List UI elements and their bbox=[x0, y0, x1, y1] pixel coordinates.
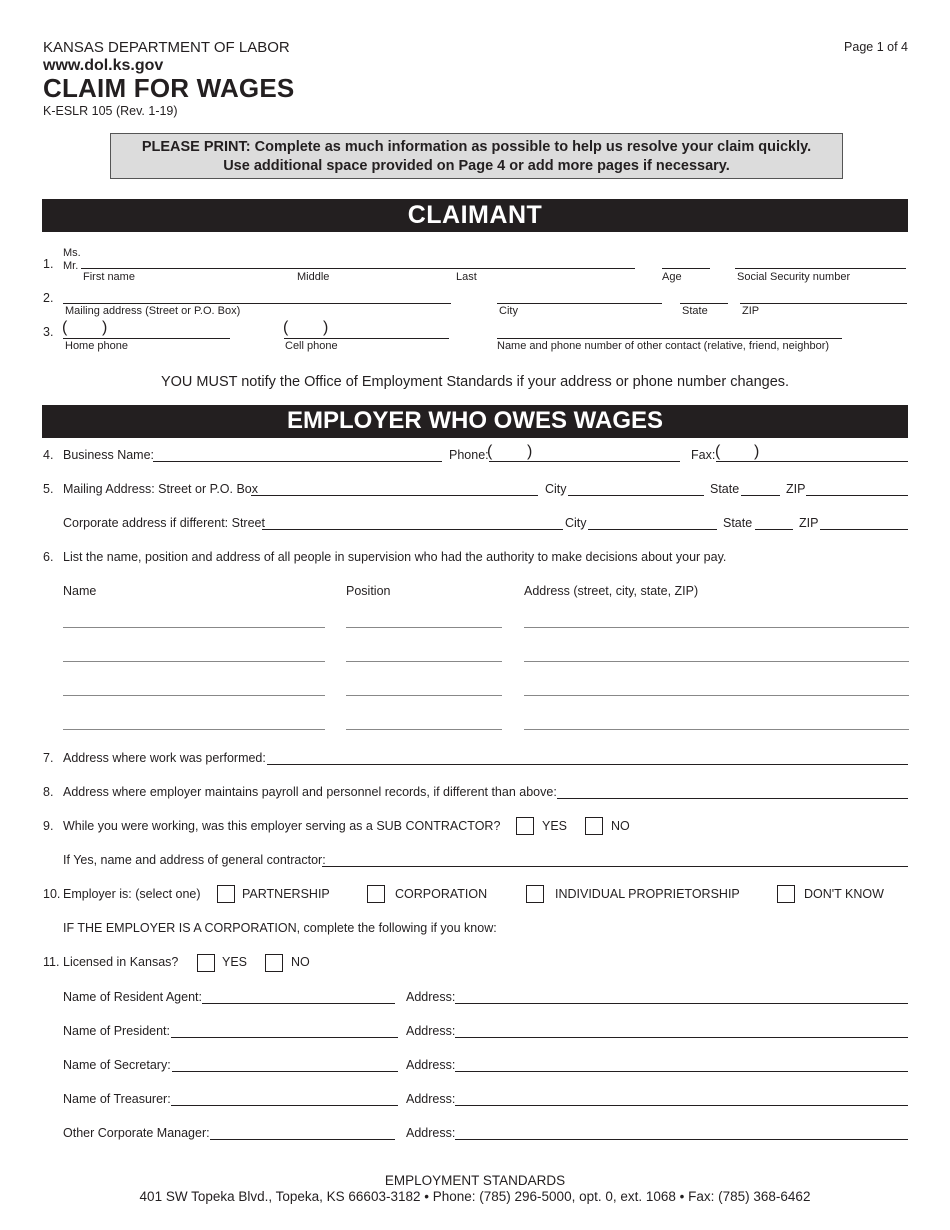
home-phone-field[interactable] bbox=[63, 338, 230, 339]
q11-number: 11. bbox=[43, 955, 60, 969]
corporation-note: IF THE EMPLOYER IS A CORPORATION, complete the following if you know: bbox=[63, 921, 497, 935]
employer-city-label: City bbox=[545, 482, 567, 496]
q10-text: Employer is: (select one) bbox=[63, 887, 201, 901]
secretary-address-field[interactable] bbox=[455, 1071, 908, 1072]
home-phone-close-paren: ) bbox=[102, 319, 108, 336]
q10-number: 10. bbox=[43, 887, 61, 901]
q7-number: 7. bbox=[43, 751, 54, 765]
q11-text: Licensed in Kansas? bbox=[63, 955, 179, 969]
q8-number: 8. bbox=[43, 785, 54, 799]
resident-agent-label: Name of Resident Agent: bbox=[63, 990, 202, 1004]
corporate-zip-field[interactable] bbox=[820, 529, 908, 530]
other-manager-label: Other Corporate Manager: bbox=[63, 1126, 210, 1140]
city-label: City bbox=[499, 305, 518, 317]
home-phone-open-paren: ( bbox=[62, 319, 68, 336]
president-field[interactable] bbox=[171, 1037, 398, 1038]
agency-name: KANSAS DEPARTMENT OF LABOR bbox=[43, 39, 290, 56]
mailing-address-label: Mailing address (Street or P.O. Box) bbox=[65, 305, 241, 317]
q9-number: 9. bbox=[43, 819, 54, 833]
president-label: Name of President: bbox=[63, 1024, 170, 1038]
employer-city-field[interactable] bbox=[568, 495, 704, 496]
zip-label: ZIP bbox=[742, 305, 760, 317]
corporate-city-label: City bbox=[565, 516, 587, 530]
corporate-state-label: State bbox=[723, 516, 753, 530]
age-field[interactable] bbox=[662, 268, 710, 269]
dont-know-label: DON'T KNOW bbox=[804, 887, 884, 901]
employer-heading: EMPLOYER WHO OWES WAGES bbox=[42, 405, 908, 438]
treasurer-label: Name of Treasurer: bbox=[63, 1092, 171, 1106]
corporate-state-field[interactable] bbox=[755, 529, 793, 530]
supervisor-name-header: Name bbox=[63, 584, 97, 598]
state-field[interactable] bbox=[680, 303, 728, 304]
employer-mailing-field[interactable] bbox=[251, 495, 538, 496]
last-name-label: Last bbox=[456, 271, 477, 283]
corporate-address-field[interactable] bbox=[262, 529, 563, 530]
corporation-label: CORPORATION bbox=[395, 887, 488, 901]
employer-state-field[interactable] bbox=[741, 495, 780, 496]
cell-phone-open-paren: ( bbox=[283, 319, 289, 336]
employer-state-label: State bbox=[710, 482, 740, 496]
age-label: Age bbox=[662, 271, 682, 283]
treasurer-address-field[interactable] bbox=[455, 1105, 908, 1106]
ms-label: Ms. bbox=[63, 247, 81, 259]
licensed-no-label: NO bbox=[291, 955, 310, 969]
corporation-checkbox[interactable] bbox=[367, 885, 385, 903]
supervisor-name-field-1[interactable] bbox=[63, 627, 325, 628]
other-manager-field[interactable] bbox=[210, 1139, 395, 1140]
sub-contractor-no-checkbox[interactable] bbox=[585, 817, 603, 835]
resident-agent-field[interactable] bbox=[202, 1003, 395, 1004]
supervisor-name-field-4[interactable] bbox=[63, 729, 325, 730]
supervisor-address-header: Address (street, city, state, ZIP) bbox=[524, 584, 699, 598]
other-contact-label: Name and phone number of other contact (relative, friend, neighbor) bbox=[497, 340, 830, 352]
state-label: State bbox=[682, 305, 708, 317]
zip-field[interactable] bbox=[740, 303, 907, 304]
supervisor-position-field-4[interactable] bbox=[346, 729, 502, 730]
licensed-yes-label: YES bbox=[222, 955, 248, 969]
licensed-yes-checkbox[interactable] bbox=[197, 954, 215, 972]
employer-phone-close-paren: ) bbox=[527, 443, 533, 460]
city-field[interactable] bbox=[497, 303, 662, 304]
secretary-address-label: Address: bbox=[406, 1058, 456, 1072]
partnership-checkbox[interactable] bbox=[217, 885, 235, 903]
secretary-label: Name of Secretary: bbox=[63, 1058, 171, 1072]
q2-number: 2. bbox=[43, 291, 54, 305]
employer-mailing-label: Mailing Address: Street or P.O. Box bbox=[63, 482, 259, 496]
home-phone-label: Home phone bbox=[65, 340, 128, 352]
sub-contractor-yes-label: YES bbox=[542, 819, 568, 833]
payroll-address-field[interactable] bbox=[557, 798, 908, 799]
q9-text: While you were working, was this employer serving as a SUB CONTRACTOR? bbox=[63, 819, 501, 833]
work-address-field[interactable] bbox=[267, 764, 908, 765]
name-field[interactable] bbox=[81, 268, 635, 269]
claimant-heading: CLAIMANT bbox=[42, 199, 908, 232]
general-contractor-field[interactable] bbox=[322, 866, 908, 867]
employer-phone-label: Phone: bbox=[449, 448, 489, 462]
supervisor-address-field-1[interactable] bbox=[524, 627, 909, 628]
employer-zip-label: ZIP bbox=[786, 482, 806, 496]
agency-url: www.dol.ks.gov bbox=[43, 57, 164, 74]
supervisor-address-field-2[interactable] bbox=[524, 661, 909, 662]
notice-line-1: PLEASE PRINT: Complete as much information as possible to help us resolve your claim quickly. bbox=[141, 139, 812, 155]
must-notify-text: YOU MUST notify the Office of Employment Standards if your address or phone number changes. bbox=[160, 374, 790, 390]
page-number: Page 1 of 4 bbox=[844, 40, 908, 54]
supervisor-position-header: Position bbox=[346, 584, 391, 598]
licensed-no-checkbox[interactable] bbox=[265, 954, 283, 972]
employer-fax-label: Fax: bbox=[691, 448, 716, 462]
employer-fax-close-paren: ) bbox=[754, 443, 760, 460]
treasurer-field[interactable] bbox=[171, 1105, 398, 1106]
corporate-address-label: Corporate address if different: Street bbox=[63, 516, 265, 530]
mr-label: Mr. bbox=[63, 260, 79, 272]
supervisor-name-field-3[interactable] bbox=[63, 695, 325, 696]
employer-phone-field[interactable] bbox=[489, 461, 680, 462]
cell-phone-close-paren: ) bbox=[323, 319, 329, 336]
resident-agent-address-label: Address: bbox=[406, 990, 456, 1004]
q3-number: 3. bbox=[43, 325, 54, 339]
print-notice bbox=[110, 133, 843, 179]
q6-text: List the name, position and address of all people in supervision who had the authority to make decisions about your pay. bbox=[63, 550, 727, 564]
supervisor-position-field-1[interactable] bbox=[346, 627, 502, 628]
corporate-city-field[interactable] bbox=[588, 529, 717, 530]
president-address-label: Address: bbox=[406, 1024, 456, 1038]
employer-fax-field[interactable] bbox=[716, 461, 908, 462]
sub-contractor-no-label: NO bbox=[611, 819, 630, 833]
q1-number: 1. bbox=[43, 257, 54, 271]
supervisor-name-field-2[interactable] bbox=[63, 661, 325, 662]
president-address-field[interactable] bbox=[455, 1037, 908, 1038]
business-name-field[interactable] bbox=[153, 461, 442, 462]
mailing-address-field[interactable] bbox=[63, 303, 451, 304]
employer-phone-open-paren: ( bbox=[487, 443, 493, 460]
supervisor-address-field-4[interactable] bbox=[524, 729, 909, 730]
ssn-field[interactable] bbox=[735, 268, 906, 269]
first-name-label: First name bbox=[83, 271, 135, 283]
footer-contact: 401 SW Topeka Blvd., Topeka, KS 66603-3182 • Phone: (785) 296-5000, opt. 0, ext. 1068 • Fax: (785) 368-6462 bbox=[139, 1189, 811, 1204]
middle-name-label: Middle bbox=[297, 271, 330, 283]
notice-line-2: Use additional space provided on Page 4 or add more pages if necessary. bbox=[223, 158, 730, 174]
cell-phone-label: Cell phone bbox=[285, 340, 338, 352]
cell-phone-field[interactable] bbox=[284, 338, 449, 339]
ssn-label: Social Security number bbox=[737, 271, 851, 283]
individual-proprietorship-checkbox[interactable] bbox=[526, 885, 544, 903]
supervisor-address-field-3[interactable] bbox=[524, 695, 909, 696]
business-name-label: Business Name: bbox=[63, 448, 155, 462]
q8-text: Address where employer maintains payroll and personnel records, if different than above: bbox=[63, 785, 557, 799]
sub-contractor-yes-checkbox[interactable] bbox=[516, 817, 534, 835]
other-contact-field[interactable] bbox=[497, 338, 842, 339]
other-manager-address-field[interactable] bbox=[455, 1139, 908, 1140]
employer-fax-open-paren: ( bbox=[715, 443, 721, 460]
general-contractor-label: If Yes, name and address of general contractor: bbox=[63, 853, 326, 867]
supervisor-position-field-3[interactable] bbox=[346, 695, 502, 696]
secretary-field[interactable] bbox=[172, 1071, 398, 1072]
dont-know-checkbox[interactable] bbox=[777, 885, 795, 903]
corporate-zip-label: ZIP bbox=[799, 516, 819, 530]
other-manager-address-label: Address: bbox=[406, 1126, 456, 1140]
q5-number: 5. bbox=[43, 482, 54, 496]
partnership-label: PARTNERSHIP bbox=[242, 887, 330, 901]
resident-agent-address-field[interactable] bbox=[455, 1003, 908, 1004]
form-number: K-ESLR 105 (Rev. 1-19) bbox=[43, 104, 178, 118]
individual-proprietorship-label: INDIVIDUAL PROPRIETORSHIP bbox=[555, 887, 740, 901]
q6-number: 6. bbox=[43, 550, 54, 564]
employer-zip-field[interactable] bbox=[806, 495, 908, 496]
footer-office: EMPLOYMENT STANDARDS bbox=[384, 1173, 566, 1188]
q4-number: 4. bbox=[43, 448, 54, 462]
form-title: CLAIM FOR WAGES bbox=[43, 73, 295, 103]
treasurer-address-label: Address: bbox=[406, 1092, 456, 1106]
q7-text: Address where work was performed: bbox=[63, 751, 266, 765]
supervisor-position-field-2[interactable] bbox=[346, 661, 502, 662]
